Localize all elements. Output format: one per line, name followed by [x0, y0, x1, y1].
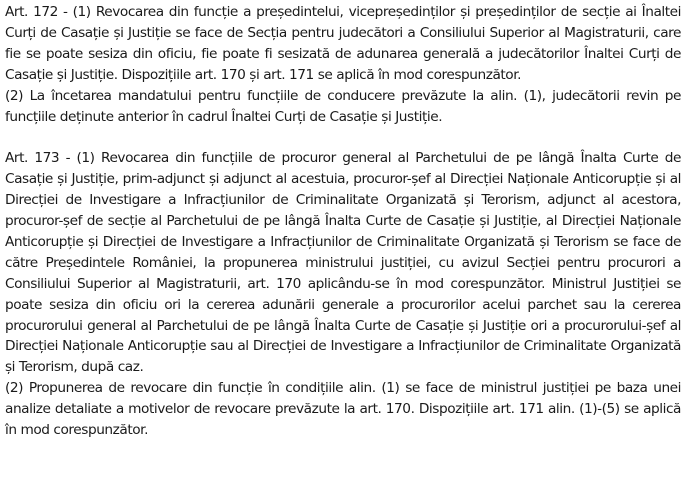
article-173-paragraph-2: (2) Propunerea de revocare din funcție în condițiile alin. (1) se face de ministrul justiției pe baza unei analize detaliate a motivelor de revocare prevăzute la art. 170. Dispozițiile art. 171 alin. (1)-(5) se aplică în mod corespunzător. [5, 380, 681, 439]
article-172-paragraph-2: (2) La încetarea mandatului pentru funcțiile de conducere prevăzute la alin. (1), judecătorii revin pe funcțiile deținute anterior în cadrul Înaltei Curți de Casație și Justiție. [5, 87, 681, 125]
paragraph-spacer [5, 127, 681, 148]
document-body [5, 2, 681, 441]
article-173-paragraph-1: Art. 173 - (1) Revocarea din funcțiile de procuror general al Parchetului de pe lângă Înalta Curte de Casație și Justiție, prim-adjunct și adjunct al acestuia, procuror-șef al Direcției Naționale Anticorupție și al Direcției de Investigare a Infracțiunilor de Criminalitate Organizată și Terorism, adjunct al acestora, procuror-șef de secție al Parchetului de pe lângă Înalta Curte de Casație și Justiție, al Direcției Naționale Anticorupție și Direcției de Investigare a Infracțiunilor de Criminalitate Organizată și Terorism se face de către Președintele României, la propunerea ministrului justiției, cu avizul Secției pentru procurori a Consiliului Superior al Magistraturii, art. 170 aplicându-se în mod corespunzător. Ministrul Justiției se poate sesiza din oficiu ori la cererea adunării generale a procurorilor acelui parchet sau la cererea procurorului general al Parchetului de pe lângă Înalta Curte de Casație și Justiție ori a procurorului-șef al Direcției Naționale Anticorupție sau al Direcției de Investigare a Infracțiunilor de Criminalitate Organizată și Terorism, după caz. [5, 150, 681, 376]
article-172-paragraph-1: Art. 172 - (1) Revocarea din funcție a președintelui, vicepreședinților și președinților de secție ai Înaltei Curți de Casație și Justiție se face de Secția pentru judecători a Consiliului Superior al Magistraturii, care fie se poate sesiza din oficiu, fie poate fi sesizată de adunarea generală a judecătorilor Înaltei Curți de Casație și Justiție. Dispozițiile art. 170 și art. 171 se aplică în mod corespunzător. [5, 4, 681, 83]
